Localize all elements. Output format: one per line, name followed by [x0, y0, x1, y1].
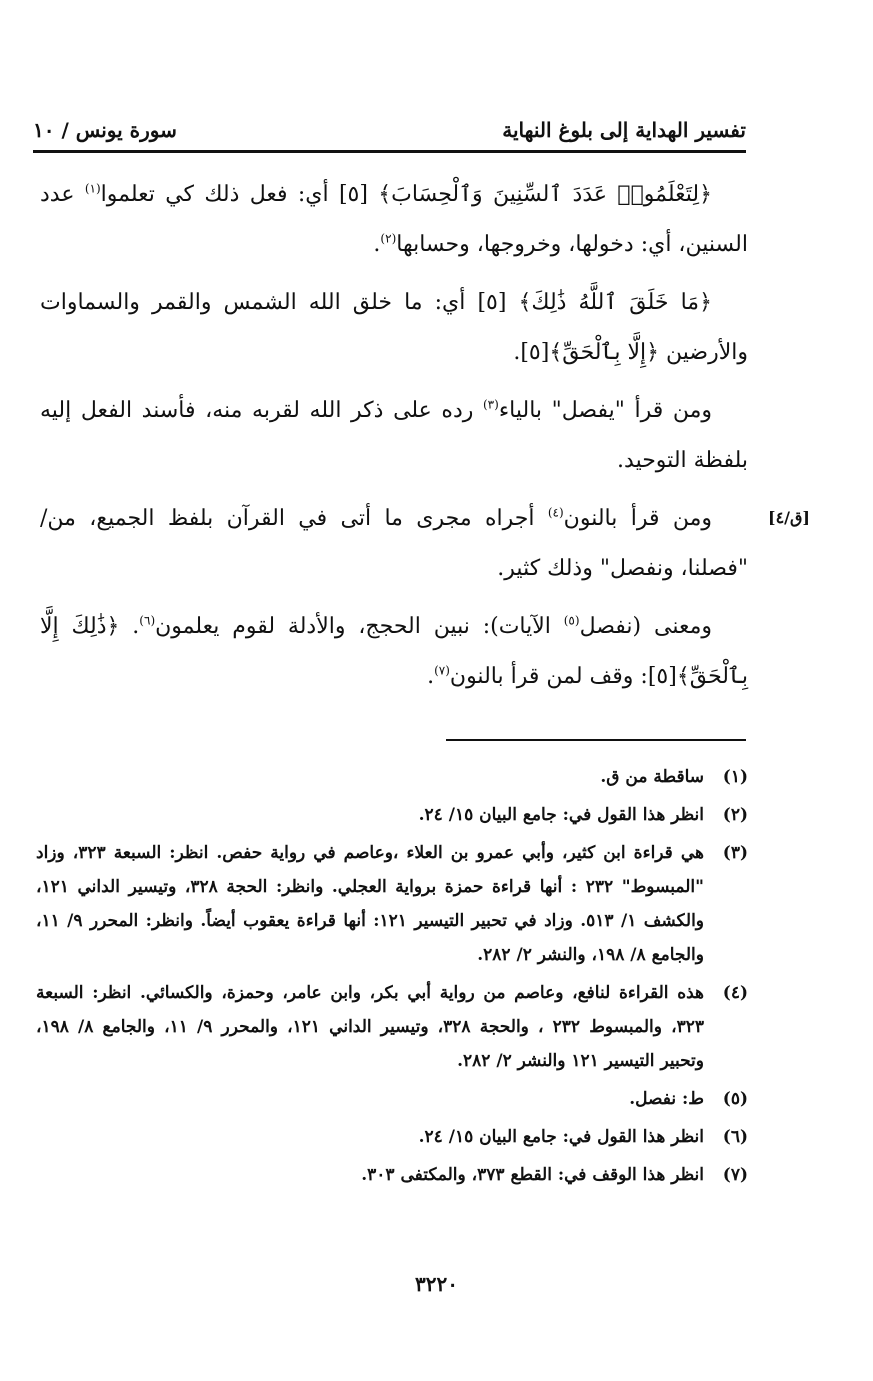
- paragraph: [40, 170, 748, 270]
- text-segment: ﴿لِتَعْلَمُوا۟ عَدَدَ ٱلسِّنِينَ وَٱلْحِسَابَ﴾ [٥] أي: فعل ذلك كي تعلموا: [100, 182, 712, 207]
- text-segment: .: [427, 664, 435, 689]
- text-segment: رده على ذكر الله لقربه منه، فأسند الفعل إليه بلفظة التوحيد.: [40, 398, 748, 473]
- footnote-item: [36, 1082, 748, 1116]
- text-segment: ﴿مَا خَلَقَ ٱللَّهُ ذَٰلِكَ﴾ [٥] أي: ما خلق الله الشمس والقمر والسماوات والأرضين ﴿إِلَّا بِٱلْحَقِّ﴾[٥].: [40, 290, 748, 365]
- footnote-number: (٧): [722, 1165, 748, 1185]
- footnote-item: [36, 760, 748, 794]
- footnote-number: (٢): [722, 805, 748, 825]
- footnote-number: (٤): [722, 983, 748, 1003]
- footnote-item: [36, 836, 748, 972]
- footnote-text: انظر هذا القول في: جامع البيان ١٥/ ٢٤.: [418, 1127, 704, 1147]
- page-number: ٣٢٢٠: [415, 1272, 458, 1296]
- footnote-number: (١): [722, 767, 748, 787]
- main-text: [40, 170, 748, 710]
- footnote-item: [36, 1120, 748, 1154]
- footnote-marker[interactable]: (١): [84, 181, 101, 196]
- footnote-marker[interactable]: (٦): [139, 613, 156, 628]
- footnote-text: هي قراءة ابن كثير، وأبي عمرو بن العلاء ،وعاصم في رواية حفص. انظر: السبعة ٣٢٣، وزاد "المبسوط" ٢٣٢ : أنها قراءة حمزة برواية العجلي. وانظر: الحجة ٣٢٨، وتيسير الداني ١٢١، والكشف ١/ ٥١٣. وزاد في تحبير التيسير ١٢١: أنها قراءة يعقوب أيضاً. وانظر: المحرر ٩/ ١١، والجامع ٨/ ١٩٨، والنشر ٢/ ٢٨٢.: [36, 843, 705, 965]
- text-segment: عدد السنين، أي: دخولها، وخروجها، وحسابها: [40, 182, 748, 257]
- footnote-item: [36, 798, 748, 832]
- footnote-marker[interactable]: (٤): [547, 505, 564, 520]
- footnote-item: [36, 1158, 748, 1192]
- manuscript-margin-ref: [ق/٤]: [768, 508, 810, 527]
- paragraph: [40, 602, 748, 702]
- text-segment: ومن قرأ بالنون: [563, 506, 712, 531]
- footnote-number: (٥): [722, 1089, 748, 1109]
- footnote-marker[interactable]: (٢): [380, 231, 397, 246]
- footnote-text: انظر هذا القول في: جامع البيان ١٥/ ٢٤.: [418, 805, 704, 825]
- running-header: [33, 112, 746, 152]
- text-segment: أجراه مجرى ما أتى في القرآن بلفظ الجميع، من/ "فصلنا، ونفصل" وذلك كثير.: [40, 506, 748, 581]
- footnote-text: ساقطة من ق.: [600, 767, 704, 787]
- footnote-number: (٣): [722, 843, 748, 863]
- text-segment: ومعنى (نفصل: [579, 614, 712, 639]
- text-segment: .: [373, 232, 381, 257]
- header-rule: [33, 150, 746, 153]
- paragraph: [40, 494, 748, 594]
- footnote-number: (٦): [722, 1127, 748, 1147]
- footnote-text: انظر هذا الوقف في: القطع ٣٧٣، والمكتفى ٣٠٣.: [361, 1165, 704, 1185]
- footnote-item: [36, 976, 748, 1078]
- footnote-marker[interactable]: (٣): [482, 397, 499, 412]
- footnote-text: ط: نفصل.: [629, 1089, 704, 1109]
- book-title: تفسير الهداية إلى بلوغ النهاية: [502, 118, 746, 142]
- text-segment: الآيات): نبين الحجج، والأدلة لقوم يعلمون: [155, 614, 564, 639]
- paragraph: [40, 386, 748, 486]
- footnote-rule: [446, 739, 746, 741]
- footnote-marker[interactable]: (٧): [434, 663, 450, 678]
- paragraph: [40, 278, 748, 378]
- text-segment: ومن قرأ "يفصل" بالياء: [498, 398, 712, 423]
- surah-label: سورة يونس / ١٠: [33, 118, 177, 142]
- text-segment: . ﴿ذَٰلِكَ إِلَّا بِٱلْحَقِّ﴾[٥]: وقف لمن قرأ بالنون: [40, 614, 748, 689]
- footnote-marker[interactable]: (٥): [563, 613, 580, 628]
- footnote-text: هذه القراءة لنافع، وعاصم من رواية أبي بكر، وابن عامر، وحمزة، والكسائي. انظر: السبعة ٣٢٣، والمبسوط ٢٣٢ ، والحجة ٣٢٨، وتيسير الداني ١٢١، والمحرر ٩/ ١١، والجامع ٨/ ١٩٨، وتحبير التيسير ١٢١ والنشر ٢/ ٢٨٢.: [36, 983, 704, 1071]
- footnotes: [36, 760, 748, 1196]
